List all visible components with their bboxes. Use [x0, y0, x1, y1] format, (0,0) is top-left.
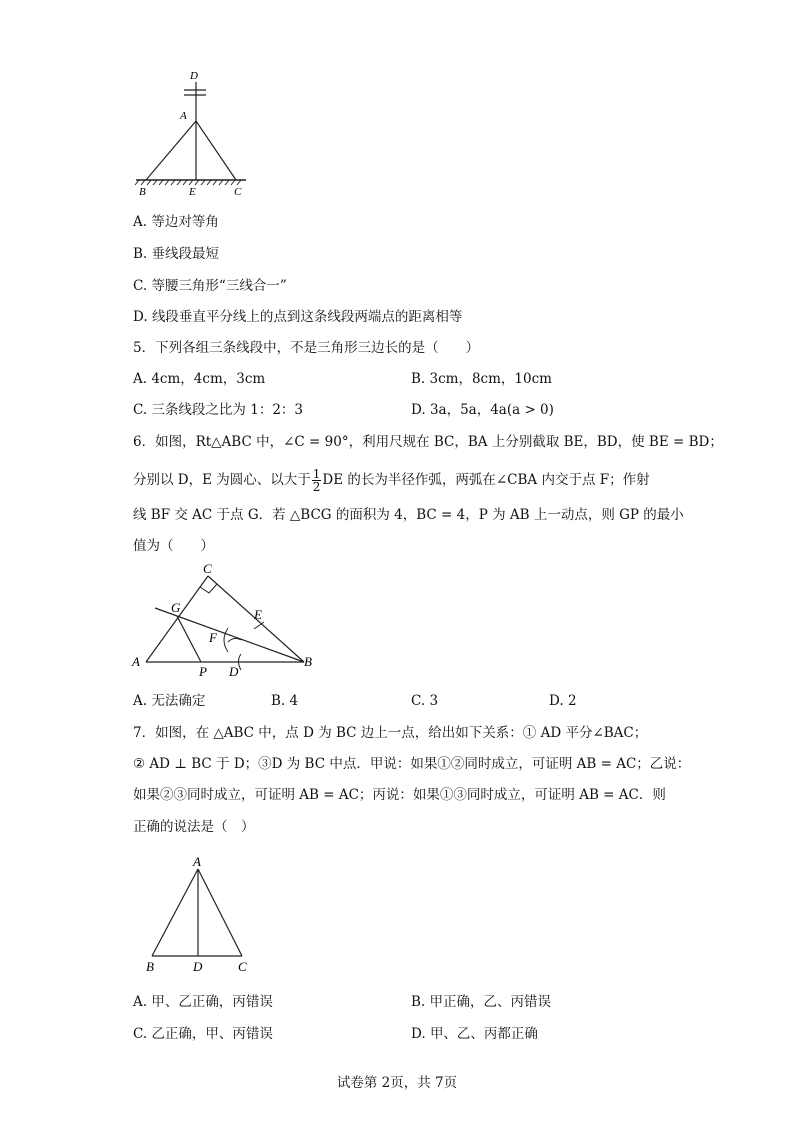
fig7-label-d: D — [193, 959, 203, 974]
q5-option-c: C. 三条线段之比为 1：2：3 — [133, 402, 303, 418]
tower-label-d: D — [190, 70, 198, 82]
fig6-label-e: E — [254, 607, 262, 622]
q5-stem: 5．下列各组三条线段中，不是三角形三边长的是（ ） — [133, 340, 480, 356]
q7-stem-line1: 7．如图，在 △ABC 中，点 D 为 BC 边上一点，给出如下关系：① AD 平分∠BAC； — [133, 725, 648, 741]
page-footer: 试卷第 2页，共 7页 — [336, 1075, 458, 1091]
q7-option-a: A. 甲、乙正确，丙错误 — [133, 994, 273, 1010]
q6-fraction: $\frac{1}{2}$ — [312, 467, 321, 494]
q6-option-d: D. 2 — [549, 693, 577, 709]
q6-option-c: C. 3 — [411, 693, 439, 709]
q6-stem-line4: 值为（ ） — [133, 538, 214, 554]
q7-stem-line4: 正确的说法是（ ） — [133, 819, 255, 835]
fig7-label-c: C — [238, 959, 247, 974]
q6-option-b: B. 4 — [271, 693, 299, 709]
q7-stem-line2: ② AD ⊥ BC 于 D；③D 为 BC 中点．甲说：如果①②同时成立，可证明 AB = AC；乙说： — [133, 756, 691, 772]
tower-figure — [130, 68, 250, 198]
fig7-label-b: B — [146, 959, 154, 974]
q6-stem-line3: 线 BF 交 AC 于点 G．若 △BCG 的面积为 4，BC = 4，P 为 AB 上一动点，则 GP 的最小 — [133, 507, 684, 523]
q7-option-c: C. 乙正确，甲、丙错误 — [133, 1026, 273, 1042]
q5-option-a: A. 4cm，4cm，3cm — [133, 371, 266, 387]
fig6-label-a: A — [132, 654, 140, 669]
tower-label-b: B — [139, 186, 146, 198]
q6-stem-line1: 6．如图，Rt△ABC 中，∠C = 90°，利用尺规在 BC，BA 上分别截取 BE，BD，使 BE = BD； — [133, 434, 723, 450]
q4-option-a: A. 等边对等角 — [133, 214, 219, 230]
q7-option-d: D. 甲、乙、丙都正确 — [411, 1026, 538, 1042]
q5-option-b: B. 3cm，8cm，10cm — [411, 371, 552, 387]
q5-option-d: D. 3a，5a，4a(a > 0) — [411, 402, 554, 418]
tower-label-a: A — [180, 110, 187, 122]
fig6-label-c: C — [203, 561, 212, 576]
fig6-label-b: B — [304, 654, 312, 669]
q6-option-a: A. 无法确定 — [133, 693, 206, 709]
fig6-label-p: P — [199, 664, 207, 678]
fig6-label-g: G — [171, 600, 181, 615]
q6-stem-line2: 分别以 D，E 为圆心、以大于 $\frac{1}{2}$ DE 的长为半径作弧，两弧在∠CBA 内交于点 F；作射 — [133, 467, 650, 494]
isosceles-triangle-figure — [140, 853, 260, 975]
q4-option-c: C. 等腰三角形“三线合一” — [133, 278, 287, 294]
fig6-label-d: D — [229, 664, 239, 678]
triangle-bisector-figure — [128, 560, 328, 678]
q7-stem-line3: 如果②③同时成立，可证明 AB = AC；丙说：如果①③同时成立，可证明 AB = AC．则 — [133, 787, 666, 803]
tower-label-c: C — [234, 186, 242, 198]
tower-label-e: E — [189, 186, 196, 198]
fig7-label-a: A — [193, 854, 201, 869]
q4-option-b: B. 垂线段最短 — [133, 246, 220, 262]
fig6-label-f: F — [209, 630, 217, 645]
q7-option-b: B. 甲正确，乙、丙错误 — [411, 994, 552, 1010]
q4-option-d: D. 线段垂直平分线上的点到这条线段两端点的距离相等 — [133, 309, 463, 325]
